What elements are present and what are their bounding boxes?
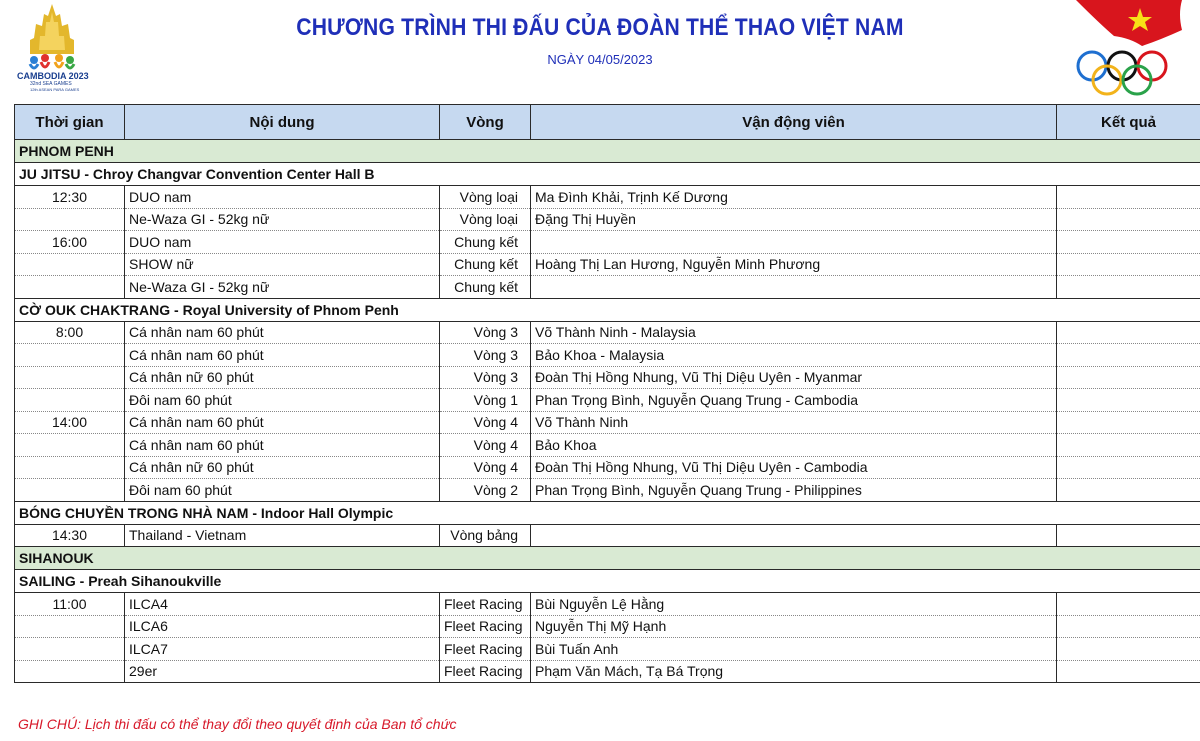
table-row [15,344,1200,367]
table-row [15,434,1200,457]
cell-event: Ne-Waza GI - 52kg nữ [125,208,440,231]
venue-label: CỜ OUK CHAKTRANG - Royal University of Phnom Penh [15,298,1200,321]
cell-round: Vòng bảng [440,524,531,547]
table-row [15,186,1200,209]
cell-result [1057,638,1200,661]
cell-athletes: Phan Trọng Bình, Nguyễn Quang Trung - Cambodia [531,389,1057,412]
cell-result [1057,434,1200,457]
cell-round: Chung kết [440,231,531,254]
page-header [0,0,1200,100]
cell-event: ILCA7 [125,638,440,661]
cell-event: DUO nam [125,231,440,254]
cell-athletes: Phan Trọng Bình, Nguyễn Quang Trung - Philippines [531,479,1057,502]
cell-time [15,208,125,231]
cell-time: 11:00 [15,593,125,616]
table-row [15,253,1200,276]
cell-round: Fleet Racing [440,660,531,683]
cell-time [15,276,125,299]
schedule-body [15,140,1200,683]
col-header-round: Vòng [440,105,531,140]
cell-time: 14:00 [15,411,125,434]
region-row [15,140,1200,163]
cell-result [1057,186,1200,209]
cell-time: 12:30 [15,186,125,209]
cell-event: ILCA6 [125,615,440,638]
cell-event: Cá nhân nam 60 phút [125,321,440,344]
sea-logo-sub: 32nd SEA GAMES [30,81,72,87]
cell-athletes: Bảo Khoa [531,434,1057,457]
venue-row [15,163,1200,186]
cell-round: Vòng 4 [440,411,531,434]
cell-time [15,253,125,276]
cell-event: Thailand - Vietnam [125,524,440,547]
cell-athletes: Nguyễn Thị Mỹ Hạnh [531,615,1057,638]
cell-event: Đôi nam 60 phút [125,389,440,412]
sea-logo-name: CAMBODIA 2023 [17,71,89,81]
venue-label: BÓNG CHUYỀN TRONG NHÀ NAM - Indoor Hall Olympic [15,501,1200,524]
sea-logo-sub2: 12th ASEAN PARA GAMES [30,87,80,92]
table-row [15,411,1200,434]
cell-event: ILCA4 [125,593,440,616]
schedule-note: GHI CHÚ: Lịch thi đấu có thể thay đổi theo quyết định của Ban tổ chức [18,716,457,732]
col-header-time: Thời gian [15,105,125,140]
cell-result [1057,276,1200,299]
cell-event: Cá nhân nam 60 phút [125,434,440,457]
cell-athletes: Bùi Tuấn Anh [531,638,1057,661]
table-row [15,479,1200,502]
cell-time: 16:00 [15,231,125,254]
cell-time [15,615,125,638]
cell-round: Fleet Racing [440,615,531,638]
cell-time [15,344,125,367]
cell-round: Vòng loại [440,208,531,231]
venue-label: SAILING - Preah Sihanoukville [15,570,1200,593]
cell-result [1057,524,1200,547]
cell-result [1057,456,1200,479]
table-header-row [15,105,1200,140]
cell-round: Fleet Racing [440,593,531,616]
cell-athletes: Bảo Khoa - Malaysia [531,344,1057,367]
cell-time: 8:00 [15,321,125,344]
table-row [15,389,1200,412]
cell-athletes [531,276,1057,299]
cell-result [1057,615,1200,638]
cell-athletes [531,524,1057,547]
venue-row [15,298,1200,321]
cell-athletes: Hoàng Thị Lan Hương, Nguyễn Minh Phương [531,253,1057,276]
page-title: CHƯƠNG TRÌNH THI ĐẤU CỦA ĐOÀN THỂ THAO VIỆT NAM [296,14,904,41]
region-row [15,547,1200,570]
venue-label: JU JITSU - Chroy Changvar Convention Center Hall B [15,163,1200,186]
table-row [15,524,1200,547]
cell-time [15,366,125,389]
cell-time [15,434,125,457]
cell-time [15,660,125,683]
cell-result [1057,253,1200,276]
table-row [15,638,1200,661]
venue-row [15,570,1200,593]
cell-athletes: Đoàn Thị Hồng Nhung, Vũ Thị Diệu Uyên - Cambodia [531,456,1057,479]
table-row [15,456,1200,479]
cell-event: Cá nhân nữ 60 phút [125,366,440,389]
cell-time [15,479,125,502]
cell-round: Vòng 1 [440,389,531,412]
cell-event: Ne-Waza GI - 52kg nữ [125,276,440,299]
cell-round: Chung kết [440,276,531,299]
cell-time: 14:30 [15,524,125,547]
table-row [15,321,1200,344]
cell-athletes: Bùi Nguyễn Lệ Hằng [531,593,1057,616]
cell-time [15,456,125,479]
cell-round: Vòng 4 [440,456,531,479]
cell-result [1057,389,1200,412]
table-row [15,231,1200,254]
cell-result [1057,593,1200,616]
table-row [15,593,1200,616]
cell-round: Fleet Racing [440,638,531,661]
cell-round: Vòng 2 [440,479,531,502]
region-label: SIHANOUK [15,547,1200,570]
cell-result [1057,344,1200,367]
cell-event: DUO nam [125,186,440,209]
schedule-date: NGÀY 04/05/2023 [547,52,653,67]
table-row [15,208,1200,231]
cell-event: Cá nhân nam 60 phút [125,344,440,367]
vietnam-olympic-logo-icon [1070,0,1188,96]
cell-round: Vòng 3 [440,321,531,344]
col-header-event: Nội dung [125,105,440,140]
table-row [15,366,1200,389]
cell-athletes: Võ Thành Ninh - Malaysia [531,321,1057,344]
cell-event: Cá nhân nam 60 phút [125,411,440,434]
cell-result [1057,321,1200,344]
cell-event: Cá nhân nữ 60 phút [125,456,440,479]
cell-round: Vòng 3 [440,366,531,389]
table-row [15,615,1200,638]
table-row [15,276,1200,299]
cell-result [1057,660,1200,683]
cell-athletes: Phạm Văn Mách, Tạ Bá Trọng [531,660,1057,683]
cell-athletes: Đoàn Thị Hồng Nhung, Vũ Thị Diệu Uyên - Myanmar [531,366,1057,389]
cell-athletes: Đặng Thị Huyền [531,208,1057,231]
col-header-athletes: Vận động viên [531,105,1057,140]
cell-round: Vòng loại [440,186,531,209]
cell-athletes: Võ Thành Ninh [531,411,1057,434]
cell-event: 29er [125,660,440,683]
venue-row [15,501,1200,524]
cell-result [1057,231,1200,254]
table-row [15,660,1200,683]
cell-result [1057,208,1200,231]
cell-athletes [531,231,1057,254]
cell-round: Vòng 3 [440,344,531,367]
cell-result [1057,366,1200,389]
cell-time [15,389,125,412]
cell-round: Chung kết [440,253,531,276]
cell-event: Đôi nam 60 phút [125,479,440,502]
cell-event: SHOW nữ [125,253,440,276]
cell-time [15,638,125,661]
col-header-result: Kết quả [1057,105,1200,140]
schedule-table [14,104,1200,683]
cell-result [1057,411,1200,434]
region-label: PHNOM PENH [15,140,1200,163]
cell-result [1057,479,1200,502]
cell-round: Vòng 4 [440,434,531,457]
cell-athletes: Ma Đình Khải, Trịnh Kế Dương [531,186,1057,209]
